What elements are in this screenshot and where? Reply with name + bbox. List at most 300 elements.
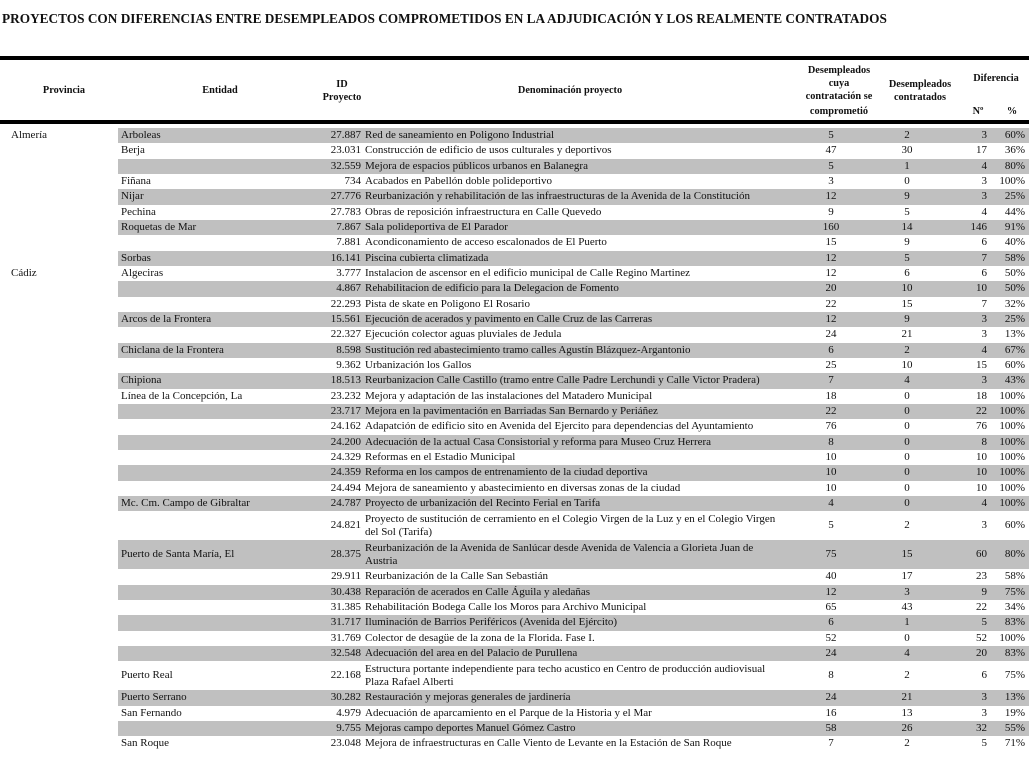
table-row [0,389,1029,404]
contratados-cell: 1 [869,615,945,630]
id-proyecto-cell: 27.776 [283,189,365,204]
denominacion-cell: Mejora y adaptación de las instalaciones del Matadero Municipal [365,389,653,402]
comprometidos-cell: 12 [825,267,837,280]
diferencia-pct-cell: 36% [1004,144,1025,157]
contratados-cell: 0 [904,420,910,433]
denominacion-cell: Rehabilitación Bodega Calle los Moros para Archivo Municipal [365,601,647,614]
diferencia-pct-cell: 80% [993,540,1029,569]
entidad-cell: Nijar [118,189,283,204]
id-proyecto-cell: 24.787 [283,496,365,511]
comprometidos-cell: 6 [793,343,869,358]
entidad-cell: Arboleas [118,128,283,143]
diferencia-pct-cell: 100% [993,435,1029,450]
diferencia-pct-cell: 80% [993,159,1029,174]
diferencia-n-cell: 4 [981,205,987,218]
contratados-cell: 3 [869,585,945,600]
column-header-contratados-line2: contratados [893,92,947,103]
diferencia-n-cell: 52 [976,631,987,644]
denominacion-cell: Reformas en el Estadio Municipal [365,451,516,464]
diferencia-n-cell: 23 [976,570,987,583]
table-row [0,615,1029,630]
entidad-cell: San Fernando [121,706,182,719]
column-header-comprometidos-line3: contratación se [805,91,873,102]
diferencia-n-cell: 3 [945,312,993,327]
column-header-contratados [880,78,960,104]
table-row [0,205,1029,220]
contratados-cell: 43 [901,601,913,614]
entidad-cell [118,511,283,540]
id-proyecto-cell: 24.162 [330,420,361,433]
entidad-cell: Arcos de la Frontera [118,312,283,327]
denominacion-cell: Acabados en Pabellón doble polideportivo [365,175,552,188]
id-proyecto-cell: 15.561 [283,312,365,327]
contratados-cell: 0 [869,496,945,511]
contratados-cell: 13 [901,706,913,719]
entidad-cell [118,297,283,312]
denominacion-cell: Adapatción de edificio sito en Avenida del Ejercito para dependencias del Ayuntamiento [365,420,754,433]
comprometidos-cell: 25 [825,359,837,372]
comprometidos-cell: 15 [825,236,837,249]
provincia-cell [0,373,118,388]
id-proyecto-cell: 9.755 [283,721,365,736]
table-row [0,736,1029,751]
diferencia-pct-cell: 60% [1004,359,1025,372]
comprometidos-cell: 12 [793,585,869,600]
provincia-cell [0,327,118,342]
column-header-entidad: Entidad [202,85,238,96]
id-proyecto-cell: 24.200 [283,435,365,450]
diferencia-n-cell: 7 [945,251,993,266]
diferencia-n-cell: 7 [981,297,987,310]
entidad-cell: Roquetas de Mar [118,220,283,235]
id-proyecto-cell: 4.979 [336,706,361,719]
table-row [0,251,1029,266]
denominacion-cell: Reforma en los campos de entrenamiento de la ciudad deportiva [365,465,793,480]
comprometidos-cell: 10 [793,465,869,480]
entidad-cell: Berja [121,144,145,157]
diferencia-n-cell: 17 [976,144,987,157]
comprometidos-cell: 10 [825,481,837,494]
id-proyecto-cell: 7.867 [283,220,365,235]
diferencia-pct-cell: 100% [999,451,1025,464]
provincia-cell [0,511,118,540]
provincia-cell [0,404,118,419]
provincia-cell [0,706,118,721]
denominacion-cell: Reurbanizacion Calle Castillo (tramo entre Calle Padre Lerchundi y Calle Victor Pradera) [365,373,793,388]
diferencia-n-cell: 6 [981,669,987,682]
entidad-cell: Chipiona [118,373,283,388]
comprometidos-cell: 3 [828,175,834,188]
table-row [0,143,1029,158]
entidad-cell [118,646,283,661]
column-header-comprometidos-line2: cuya [828,78,850,89]
contratados-cell: 30 [901,144,913,157]
denominacion-cell: Rehabilitacion de edificio para la Delegacion de Fomento [365,281,793,296]
provincia-cell [0,690,118,705]
provincia-cell [0,569,118,584]
provincia-cell [0,481,118,496]
id-proyecto-cell: 23.031 [330,144,361,157]
denominacion-cell: Restauración y mejoras generales de jardinería [365,690,793,705]
diferencia-n-cell: 3 [945,128,993,143]
column-header-id-proyecto [310,78,374,104]
contratados-cell: 0 [869,404,945,419]
entidad-cell [118,481,283,496]
entidad-cell [118,435,283,450]
contratados-cell: 2 [869,128,945,143]
provincia-cell [0,235,118,250]
provincia-cell [0,600,118,615]
diferencia-pct-cell: 100% [993,496,1029,511]
comprometidos-cell: 5 [793,128,869,143]
table-row [0,569,1029,584]
id-proyecto-cell: 3.777 [336,267,361,280]
table-row [0,419,1029,434]
diferencia-pct-cell: 100% [999,389,1025,402]
comprometidos-cell: 24 [825,328,837,341]
entidad-cell: Puerto de Santa María, El [118,540,283,569]
entidad-cell: San Roque [121,737,169,750]
denominacion-cell: Sustitución red abastecimiento tramo calles Agustín Blázquez-Argantonio [365,343,793,358]
denominacion-cell: Reurbanización de la Avenida de Sanlúcar desde Avenida de Valencia a Glorieta Juan de Austria [365,540,793,569]
table-row [0,600,1029,615]
diferencia-pct-cell: 25% [993,189,1029,204]
table-row [0,220,1029,235]
diferencia-pct-cell: 83% [993,615,1029,630]
denominacion-cell: Ejecución colector aguas pluviales de Jedula [365,328,562,341]
table-row [0,404,1029,419]
provincia-cell [0,450,118,465]
denominacion-cell: Mejora en la pavimentación en Barriadas San Bernardo y Periáñez [365,404,793,419]
table-row [0,450,1029,465]
contratados-cell: 21 [869,690,945,705]
table-row [0,646,1029,661]
denominacion-cell: Red de saneamiento en Poligono Industrial [365,128,793,143]
provincia-cell [0,631,118,646]
contratados-cell: 9 [904,236,910,249]
comprometidos-cell: 12 [793,189,869,204]
entidad-cell [118,159,283,174]
contratados-cell: 0 [869,435,945,450]
diferencia-n-cell: 76 [976,420,987,433]
diferencia-n-cell: 3 [981,328,987,341]
column-header-denominacion: Denominación proyecto [517,85,623,96]
diferencia-n-cell: 3 [981,175,987,188]
denominacion-cell: Mejoras campo deportes Manuel Gómez Castro [365,721,793,736]
diferencia-pct-cell: 100% [993,465,1029,480]
id-proyecto-cell: 23.048 [330,737,361,750]
table-row [0,297,1029,312]
table-row [0,159,1029,174]
contratados-cell: 14 [869,220,945,235]
diferencia-pct-cell: 13% [993,690,1029,705]
entidad-cell [118,235,283,250]
diferencia-n-cell: 3 [945,690,993,705]
id-proyecto-cell: 4.867 [283,281,365,296]
id-proyecto-cell: 31.717 [283,615,365,630]
diferencia-n-cell: 22 [976,601,987,614]
provincia-cell [0,220,118,235]
entidad-cell: Algeciras [121,267,164,280]
contratados-cell: 0 [904,631,910,644]
diferencia-n-cell: 3 [945,373,993,388]
entidad-cell: Puerto Real [121,669,173,682]
provincia-cell [0,297,118,312]
entidad-cell: Pechina [121,205,156,218]
comprometidos-cell: 65 [825,601,837,614]
comprometidos-cell: 76 [825,420,837,433]
denominacion-cell: Mejora de espacios públicos urbanos en Balanegra [365,159,793,174]
provincia-cell [0,419,118,434]
diferencia-n-cell: 32 [945,721,993,736]
contratados-cell: 15 [901,297,913,310]
comprometidos-cell: 160 [793,220,869,235]
diferencia-pct-cell: 40% [1004,236,1025,249]
entidad-cell [118,419,283,434]
diferencia-n-cell: 10 [976,451,987,464]
comprometidos-cell: 20 [793,281,869,296]
column-header-comprometidos-line1: Desempleados [807,65,871,76]
projects-table [0,128,1029,751]
diferencia-pct-cell: 58% [1004,570,1025,583]
provincia-cell [0,435,118,450]
diferencia-pct-cell: 100% [993,404,1029,419]
diferencia-n-cell: 146 [945,220,993,235]
column-header-diferencia-n: Nº [972,106,984,117]
table-row [0,327,1029,342]
column-header-diferencia: Diferencia [973,73,1019,84]
provincia-cell [0,465,118,480]
comprometidos-cell: 75 [793,540,869,569]
provincia-cell [0,496,118,511]
contratados-cell: 0 [869,465,945,480]
diferencia-pct-cell: 58% [993,251,1029,266]
denominacion-cell: Reurbanización y rehabilitación de las infraestructuras de la Avenida de la Constitución [365,189,793,204]
entidad-cell [118,465,283,480]
diferencia-pct-cell: 100% [999,481,1025,494]
table-row [0,481,1029,496]
contratados-cell: 15 [869,540,945,569]
comprometidos-cell: 4 [793,496,869,511]
denominacion-cell: Adecuación de aparcamiento en el Parque de la Historia y el Mar [365,706,652,719]
entidad-cell [118,585,283,600]
table-row [0,266,1029,281]
contratados-cell: 0 [904,389,910,402]
diferencia-pct-cell: 32% [1004,297,1025,310]
comprometidos-cell: 47 [825,144,837,157]
table-row [0,435,1029,450]
denominacion-cell: Proyecto de sustitución de cerramiento en el Colegio Virgen de la Luz y en el Colegio Virgen del Sol (Tarifa) [365,512,776,538]
diferencia-n-cell: 15 [976,359,987,372]
table-row [0,496,1029,511]
comprometidos-cell: 7 [828,737,834,750]
contratados-cell: 4 [869,646,945,661]
denominacion-cell: Construcción de edificio de usos culturales y deportivos [365,144,612,157]
diferencia-pct-cell: 60% [1004,519,1025,532]
provincia-cell [0,661,118,690]
table-row [0,281,1029,296]
column-header-provincia: Provincia [42,85,86,96]
contratados-cell: 10 [901,359,913,372]
id-proyecto-cell: 22.293 [330,297,361,310]
provincia-cell [0,736,118,751]
table-row [0,235,1029,250]
provincia-cell [0,205,118,220]
table-row [0,511,1029,540]
contratados-cell: 5 [904,205,910,218]
column-header-id-line1: ID [336,79,348,90]
comprometidos-cell: 8 [828,669,834,682]
table-row [0,128,1029,143]
comprometidos-cell: 12 [793,312,869,327]
id-proyecto-cell: 30.438 [283,585,365,600]
contratados-cell: 2 [904,737,910,750]
diferencia-pct-cell: 100% [999,175,1025,188]
contratados-cell: 1 [869,159,945,174]
id-proyecto-cell: 24.359 [283,465,365,480]
table-row [0,373,1029,388]
header-top-rule [0,56,1029,60]
provincia-cell [0,312,118,327]
provincia-cell [0,159,118,174]
entidad-cell [118,600,283,615]
contratados-cell: 2 [904,519,910,532]
contratados-cell: 9 [869,189,945,204]
contratados-cell: 2 [904,669,910,682]
contratados-cell: 21 [901,328,913,341]
denominacion-cell: Iluminación de Barrios Periféricos (Avenida del Ejército) [365,615,793,630]
contratados-cell: 0 [904,481,910,494]
id-proyecto-cell: 24.494 [330,481,361,494]
id-proyecto-cell: 28.375 [283,540,365,569]
comprometidos-cell: 24 [793,690,869,705]
id-proyecto-cell: 23.717 [283,404,365,419]
provincia-cell [0,358,118,373]
projects-table-body [0,128,1029,751]
diferencia-n-cell: 22 [945,404,993,419]
comprometidos-cell: 7 [793,373,869,388]
table-row [0,312,1029,327]
diferencia-pct-cell: 67% [993,343,1029,358]
provincia-cell: Almería [0,128,118,143]
denominacion-cell: Mejora de saneamiento y abastecimiento en diversas zonas de la ciudad [365,481,681,494]
diferencia-pct-cell: 34% [1004,601,1025,614]
diferencia-n-cell: 3 [981,706,987,719]
denominacion-cell: Pista de skate en Poligono El Rosario [365,297,530,310]
entidad-cell [118,450,283,465]
provincia-cell [0,585,118,600]
comprometidos-cell: 9 [828,205,834,218]
denominacion-cell: Reparación de acerados en Calle Águila y aledañas [365,585,793,600]
id-proyecto-cell: 29.911 [331,570,361,583]
diferencia-pct-cell: 60% [993,128,1029,143]
id-proyecto-cell: 23.232 [330,389,361,402]
denominacion-cell: Piscina cubierta climatizada [365,251,793,266]
diferencia-n-cell: 10 [976,481,987,494]
provincia-cell [0,251,118,266]
table-row [0,631,1029,646]
id-proyecto-cell: 30.282 [283,690,365,705]
provincia-cell [0,389,118,404]
provincia-cell: Cádiz [0,266,118,281]
diferencia-pct-cell: 55% [993,721,1029,736]
contratados-cell: 0 [904,451,910,464]
comprometidos-cell: 5 [828,519,834,532]
header-bottom-rule [0,120,1029,124]
denominacion-cell: Mejora de infraestructuras en Calle Viento de Levante en la Estación de San Roque [365,737,732,750]
column-header-comprometidos [795,64,883,118]
comprometidos-cell: 40 [825,570,837,583]
contratados-cell: 4 [869,373,945,388]
id-proyecto-cell: 734 [344,175,361,188]
denominacion-cell: Ejecución de acerados y pavimento en Calle Cruz de las Carreras [365,312,793,327]
column-header-diferencia-pct: % [1006,106,1018,117]
diferencia-n-cell: 4 [945,159,993,174]
denominacion-cell: Sala polideportiva de El Parador [365,220,793,235]
comprometidos-cell: 10 [825,451,837,464]
diferencia-pct-cell: 83% [993,646,1029,661]
denominacion-cell: Colector de desagüe de la zona de la Florida. Fase I. [365,631,595,644]
diferencia-pct-cell: 50% [993,281,1029,296]
comprometidos-cell: 22 [793,404,869,419]
provincia-cell [0,721,118,736]
diferencia-n-cell: 8 [945,435,993,450]
comprometidos-cell: 5 [793,159,869,174]
diferencia-pct-cell: 13% [1004,328,1025,341]
denominacion-cell: Reurbanización de la Calle San Sebastián [365,570,548,583]
diferencia-pct-cell: 71% [1004,737,1025,750]
table-row [0,706,1029,721]
id-proyecto-cell: 8.598 [283,343,365,358]
diferencia-pct-cell: 25% [993,312,1029,327]
entidad-cell: Puerto Serrano [118,690,283,705]
id-proyecto-cell: 27.887 [283,128,365,143]
provincia-cell [0,646,118,661]
denominacion-cell: Acondiconamiento de acceso escalonados de El Puerto [365,236,607,249]
contratados-cell: 6 [904,267,910,280]
entidad-cell [118,615,283,630]
denominacion-cell: Estructura portante independiente para techo acustico en Centro de producción audiovisual Plaza Rafael Alberti [365,662,766,688]
contratados-cell: 0 [904,175,910,188]
entidad-cell [118,569,283,584]
entidad-cell [118,358,283,373]
entidad-cell [118,631,283,646]
diferencia-n-cell: 4 [945,496,993,511]
table-row [0,465,1029,480]
contratados-cell: 5 [869,251,945,266]
id-proyecto-cell: 31.385 [330,601,361,614]
table-row [0,540,1029,569]
diferencia-pct-cell: 75% [993,585,1029,600]
id-proyecto-cell: 24.821 [330,519,361,532]
diferencia-pct-cell: 91% [993,220,1029,235]
diferencia-pct-cell: 19% [1004,706,1025,719]
diferencia-n-cell: 9 [945,585,993,600]
comprometidos-cell: 16 [825,706,837,719]
column-header-comprometidos-line4: comprometió [809,106,869,117]
diferencia-pct-cell: 50% [1004,267,1025,280]
denominacion-cell: Proyecto de urbanización del Recinto Ferial en Tarifa [365,496,793,511]
denominacion-cell: Urbanización los Gallos [365,359,472,372]
diferencia-n-cell: 6 [981,236,987,249]
comprometidos-cell: 8 [793,435,869,450]
denominacion-cell: Instalacion de ascensor en el edificio municipal de Calle Regino Martinez [365,267,690,280]
provincia-cell [0,540,118,569]
provincia-cell [0,343,118,358]
diferencia-pct-cell: 44% [1004,205,1025,218]
entidad-cell [118,404,283,419]
comprometidos-cell: 22 [825,297,837,310]
